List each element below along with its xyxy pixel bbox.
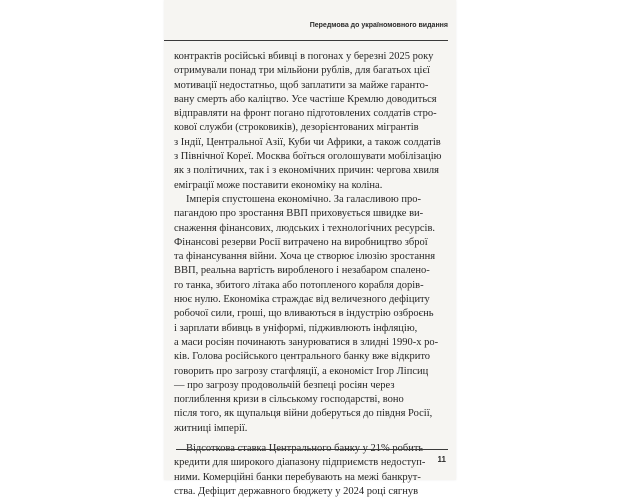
footer-rule	[176, 449, 448, 450]
text-line: ства. Дефіцит державного бюджету у 2024 році сягнув	[174, 485, 419, 497]
text-line: еміграції може поставити економіку на коліна.	[174, 179, 383, 191]
text-line: говорить про загрозу стагфляції, а економіст Ігор Ліпсиц	[174, 365, 429, 377]
paragraph	[174, 50, 446, 193]
text-line: ВВП, реальна вартість виробленого і незабаром спалено-	[174, 265, 430, 277]
text-line: нює нулю. Економіка страждає від величезного дефіциту	[174, 294, 430, 306]
text-line: а маси росіян починають занурюватися в злидні 1990-х ро-	[174, 336, 439, 348]
running-header	[164, 0, 448, 41]
text-line: житниці імперії.	[174, 422, 248, 434]
paragraph	[174, 193, 446, 436]
text-line: контрактів російські вбивці в погонах у березні 2025 року	[174, 51, 434, 62]
text-line: відправляти на фронт погано підготовлених солдатів стро-	[174, 108, 437, 120]
text-line: ків. Голова російського центрального банку вже відкрито	[174, 351, 431, 363]
text-line: го танка, збитого літака або потопленого корабля дорів-	[174, 279, 424, 291]
text-line: та фінансування війни. Хоча це створює ілюзію зростання	[174, 251, 436, 263]
book-page	[164, 0, 456, 497]
text-line: кредити для широкого діапазону підприємств недоступ-	[174, 457, 426, 469]
paragraph	[174, 442, 446, 499]
text-line: Фінансові резерви Росії витрачено на виробництво зброї	[174, 236, 428, 248]
text-line: отримували понад три мільйони рублів, для багатьох цієї	[174, 65, 430, 77]
text-line: снаження фінансових, людських і технологічних ресурсів.	[174, 222, 436, 234]
text-line: ними. Комерційні банки перебувають на межі банкрут-	[174, 471, 421, 483]
text-line: мотивації недостатньо, щоб заплатити за майже гаранто-	[174, 79, 429, 91]
text-line: вану смерть або каліцтво. Усе частіше Кремлю доводиться	[174, 93, 437, 105]
text-line: з Північної Кореї. Москва боїться оголошувати мобілізацію	[174, 151, 442, 163]
text-line: пагандою про зростання ВВП приховується швидке ви-	[174, 208, 424, 220]
text-line: після того, як щупальця війни доберуться до півдня Росії,	[174, 408, 433, 420]
text-line: поглиблення кризи в сільському господарстві, воно	[174, 394, 404, 406]
body-text	[174, 50, 446, 499]
text-line: і зарплати вбивць в уніформі, підживлюють інфляцію,	[174, 322, 418, 334]
text-line: як з політичних, так і з економічних причин: чергова хвиля	[174, 165, 440, 177]
running-title: Передмова до україномовного видання	[309, 22, 448, 29]
text-line: робочої сили, гроші, що вливаються в індустрію озброєнь	[174, 308, 434, 320]
text-line: з Індії, Центральної Азії, Куби чи Африки, а також солдатів	[174, 136, 441, 148]
page-number: 11	[437, 455, 446, 464]
text-line: кової служби (строковиків), дезорієнтованих мігрантів	[174, 122, 419, 134]
text-line: — про загрозу продовольчій безпеці росіян через	[174, 379, 395, 391]
text-line: Імперія спустошена економічно. За галасливою про-	[186, 193, 421, 205]
